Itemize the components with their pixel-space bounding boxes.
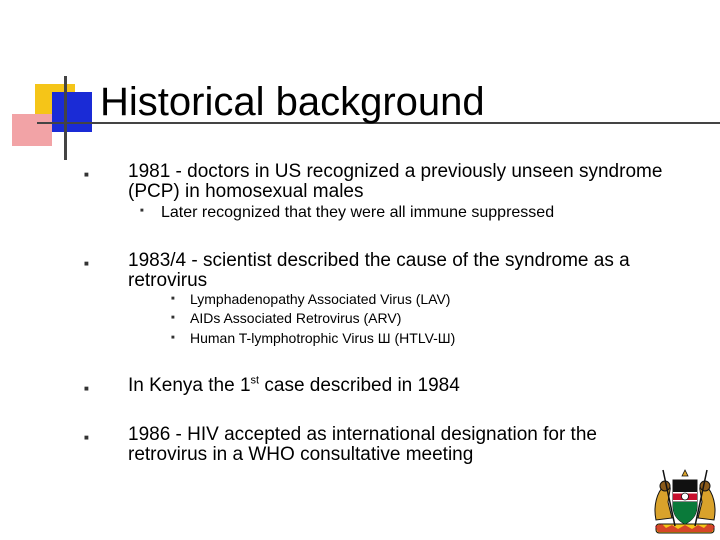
sub-bullet-icon: ■ (171, 296, 175, 302)
bullet-kenya: In Kenya the 1st case described in 1984 (128, 374, 460, 396)
sub-bullet-icon: ■ (140, 208, 144, 214)
bullet-1986: 1986 - HIV accepted as international designation for the retrovirus in a WHO consultative meeting (128, 424, 597, 465)
bullet-icon: ■ (84, 384, 89, 393)
sub-bullet-arv: AIDs Associated Retrovirus (ARV) (190, 310, 402, 326)
sub-bullet-immune-suppressed: Later recognized that they were all immune suppressed (161, 204, 555, 221)
decor-blue-square (52, 92, 92, 132)
decor-vertical-rule (64, 76, 67, 160)
coat-of-arms-icon (652, 466, 718, 536)
slide-title: Historical background (100, 80, 485, 124)
sub-bullet-icon: ■ (171, 335, 175, 341)
sub-bullet-icon: ■ (171, 315, 175, 321)
sub-bullet-lav: Lymphadenopathy Associated Virus (LAV) (190, 291, 451, 307)
bullet-icon: ■ (84, 170, 89, 179)
bullet-1981: 1981 - doctors in US recognized a previously unseen syndrome (PCP) in homosexual males (128, 161, 663, 202)
bullet-1983: 1983/4 - scientist described the cause of the syndrome as a retrovirus (128, 250, 630, 291)
sub-bullet-htlv: Human T-lymphotrophic Virus Ш (HTLV-Ш) (190, 330, 456, 346)
bullet-icon: ■ (84, 433, 89, 442)
decor-pink-square (12, 114, 52, 146)
bullet-icon: ■ (84, 259, 89, 268)
